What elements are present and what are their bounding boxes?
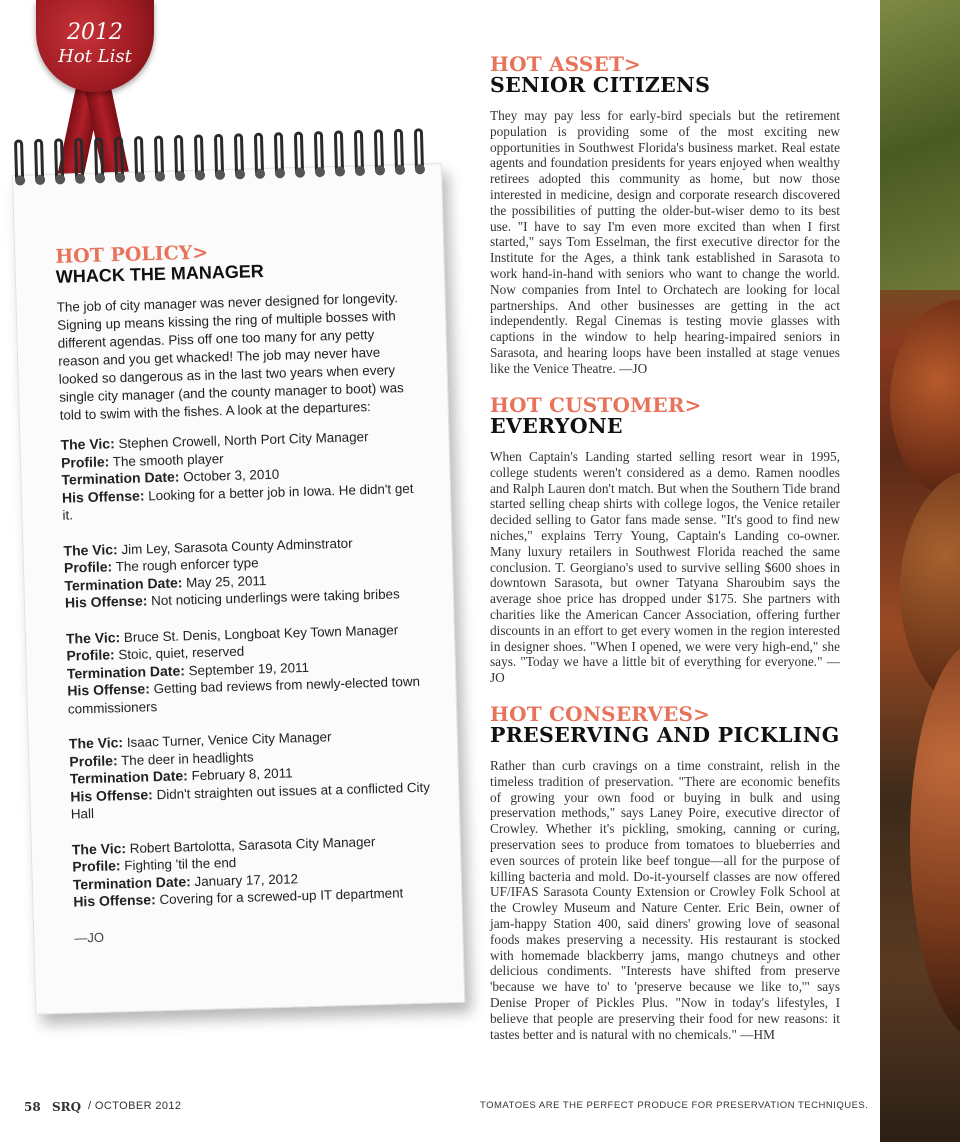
binding-hole (255, 169, 265, 179)
entry-offense-value: Not noticing underlings were taking bribes (150, 586, 400, 609)
binding-hole (275, 168, 285, 178)
binding-hole (175, 171, 185, 181)
entry-profile-value: The smooth player (112, 450, 224, 469)
departure-entry (60, 427, 422, 525)
policy-title: WHACK THE MANAGER (55, 261, 265, 287)
entry-termination-value: February 8, 2011 (191, 765, 293, 784)
tomato-photo (880, 0, 960, 1142)
entry-offense-label: His Offense: (70, 785, 154, 805)
entry-profile-value: Stoic, quiet, reserved (118, 643, 245, 663)
tomato-bottom (910, 640, 960, 1040)
entry-termination-value: January 17, 2012 (194, 870, 299, 889)
customer-title: EVERYONE (490, 414, 623, 438)
seal-year: 2012 (67, 20, 123, 45)
entry-termination-label: Termination Date: (66, 661, 186, 682)
entry-offense-label: His Offense: (64, 592, 148, 611)
notepad (12, 163, 465, 1015)
entry-offense-label: His Offense: (67, 680, 151, 699)
binding-hole (315, 167, 325, 177)
entry-offense-value: Didn't straighten out issues at a conflicted City Hall (70, 779, 431, 822)
entry-vic-label: The Vic: (65, 628, 121, 647)
binding-hole (375, 165, 385, 175)
departure-entry (66, 620, 428, 718)
binding-hole (335, 166, 345, 176)
conserves-title: PRESERVING AND PICKLING (490, 723, 840, 747)
departure-entry (72, 831, 434, 911)
entry-termination-label: Termination Date: (72, 872, 191, 893)
entry-vic-value: Stephen Crowell, North Port City Manager (118, 429, 369, 452)
magazine-name: SRQ (52, 1100, 82, 1114)
binding-hole (355, 166, 365, 176)
departure-entry (69, 726, 431, 824)
entry-offense-value: Looking for a better job in Iowa. He didn't get it. (62, 480, 414, 523)
binding-hole (135, 172, 145, 182)
entry-vic-label: The Vic: (63, 540, 118, 559)
asset-title: SENIOR CITIZENS (490, 73, 711, 97)
entry-offense-value: Covering for a screwed-up IT department (159, 885, 404, 908)
binding-hole (295, 167, 305, 177)
customer-body: When Captain's Landing started selling resort wear in 1995, college students weren't considered as a demo. Ramen noodles and Ralph Lauren don't match. But when the Southern Tide brand started selling cheap shirts with college logos, the Venice retailer decided selling to Gator fans made sense. "It's good to find new niches," explains Terry Young, Captain's Landing co-owner. Many luxury retailers in Southwest Florida reached the same conclusion. T. Georgiano's used to survive selling $600 shoes in downtown Sarasota, but owner Tatyana Sharoubim says the average shoe price has dropped under $175. She partners with charities like the American Cancer Association, offering further discounts in an effort to get every women in the region interested in designer shoes. "When I opened, we were very high-end," she says. "Today we have a little bit of everything for everyone." —JO (490, 449, 840, 686)
entry-vic-value: Bruce St. Denis, Longboat Key Town Manager (123, 621, 399, 645)
binding-hole (195, 170, 205, 180)
entry-termination-label: Termination Date: (69, 767, 189, 787)
customer-label: HOT CUSTOMER> (490, 393, 702, 417)
conserves-label: HOT CONSERVES> (490, 702, 711, 726)
entry-termination-value: September 19, 2011 (188, 659, 310, 678)
binding-hole (55, 174, 65, 184)
binding-hole (115, 173, 125, 183)
entry-vic-value: Jim Ley, Sarasota County Adminstrator (121, 535, 353, 557)
entry-profile-label: Profile: (66, 646, 115, 664)
binding-hole (155, 171, 165, 181)
binding-hole (95, 173, 105, 183)
spiral-binding (0, 128, 442, 200)
departures-list (60, 427, 434, 947)
seal-subtitle: Hot List (58, 46, 132, 67)
binding-hole (235, 169, 245, 179)
entry-profile-label: Profile: (72, 857, 121, 875)
entry-termination-value: May 25, 2011 (185, 572, 267, 590)
binding-hole (395, 165, 405, 175)
policy-signature: —JO (74, 929, 105, 946)
entry-vic-label: The Vic: (60, 435, 115, 453)
binding-hole (415, 164, 425, 174)
customer-section (490, 395, 840, 686)
entry-profile-value: The rough enforcer type (115, 555, 259, 575)
entry-offense-value: Getting bad reviews from newly-elected town commissioners (67, 673, 421, 717)
entry-profile-value: Fighting 'til the end (124, 855, 237, 874)
entry-termination-label: Termination Date: (61, 468, 180, 488)
conserves-body: Rather than curb cravings on a time constraint, relish in the timeless tradition of preservation. "There are economic benefits of growing your own food or buying in bulk and using preservation methods," says Laney Poire, executive director of Crowley. Whether it's pickling, smoking, canning or curing, preservation sees to produce from tomatoes to blueberries and even sources of protein like beef tongue—all for the purpose of killing bacteria and mold. Do-it-yourself classes are now offered UF/IFAS Sarasota County Extension or Crowley Folk School at the Crowley Museum and Nature Center. Eric Bein, owner of jam-happy Station 400, said diners' growing love of seasonal foods makes preserving a necessity. His restaurant is stocked with homemade blackberry jams, mango chutneys and other delicious condiments. "Interests have shifted from preserve 'because we have to' to 'preserve because we like to,'" says Denise Proper of Pickles Plus. "Now in today's lifestyles, I believe that people are preserving their food for new reasons: it tastes better and is natural with no chemicals." —HM (490, 758, 840, 1042)
entry-offense-label: His Offense: (61, 486, 145, 506)
entry-vic-value: Robert Bartolotta, Sarasota City Manager (129, 833, 376, 856)
tomato-top (890, 300, 960, 500)
leaf-area (880, 0, 960, 290)
entry-offense-label: His Offense: (73, 891, 156, 910)
entry-vic-value: Isaac Turner, Venice City Manager (126, 729, 332, 751)
entry-profile-value: The deer in headlights (120, 748, 254, 768)
departure-entry (63, 532, 425, 612)
entry-vic-label: The Vic: (71, 839, 127, 858)
entry-vic-label: The Vic: (68, 734, 124, 752)
entry-profile-label: Profile: (63, 558, 113, 576)
entry-termination-value: October 3, 2010 (183, 466, 280, 485)
policy-intro: The job of city manager was never designed for longevity. Signing up means kissing the ring of multiple bosses with different agendas. Piss off one too many for any petty reason and you get whacked! The job may never have looked so dangerous as in the last two years when every single city manager (and the county manager to boot) was told to swim with the fishes. A look at the departures: (56, 290, 404, 423)
photo-caption: TOMATOES ARE THE PERFECT PRODUCE FOR PRESERVATION TECHNIQUES. (480, 1100, 869, 1111)
binding-hole (15, 175, 25, 185)
hot-list-seal (36, 0, 154, 92)
entry-termination-label: Termination Date: (64, 573, 183, 594)
issue-date: / OCTOBER 2012 (88, 1100, 182, 1112)
asset-body: They may pay less for early-bird specials but the retirement population is providing some of the most exciting new opportunities in Southwest Florida's business market. Real estate agents and foundation presidents for years enjoyed when wealthy retirees adopted this community as home, but now those interested in medicine, design and corporate research discovered the possibilities of putting the older-but-wiser demo to its best use. "I have to say I'm even more excited than when I first started," says Tom Esselman, the first executive director for the Institute for the Ages, a think tank established in Sarasota to work hand-in-hand with seniors who want to change the world. Now companies from Intel to Orchatech are looking for local partnerships. And other businesses are getting in the act independently. Regal Cinemas is testing movie glasses with captions in the window to help hearing-impaired seniors in Sarasota, and hearing loops have been installed at stage venues like the Venice Theatre. —JO (490, 108, 840, 376)
policy-heading (55, 237, 416, 287)
binding-hole (215, 170, 225, 180)
conserves-section (490, 704, 840, 1042)
asset-section (490, 54, 840, 377)
page-number: 58 (24, 1100, 41, 1114)
entry-profile-label: Profile: (60, 452, 110, 471)
binding-hole (35, 175, 45, 185)
asset-label: HOT ASSET> (490, 52, 642, 76)
binding-hole (75, 174, 85, 184)
entry-profile-label: Profile: (69, 751, 118, 770)
policy-label: HOT POLICY> (54, 241, 209, 268)
